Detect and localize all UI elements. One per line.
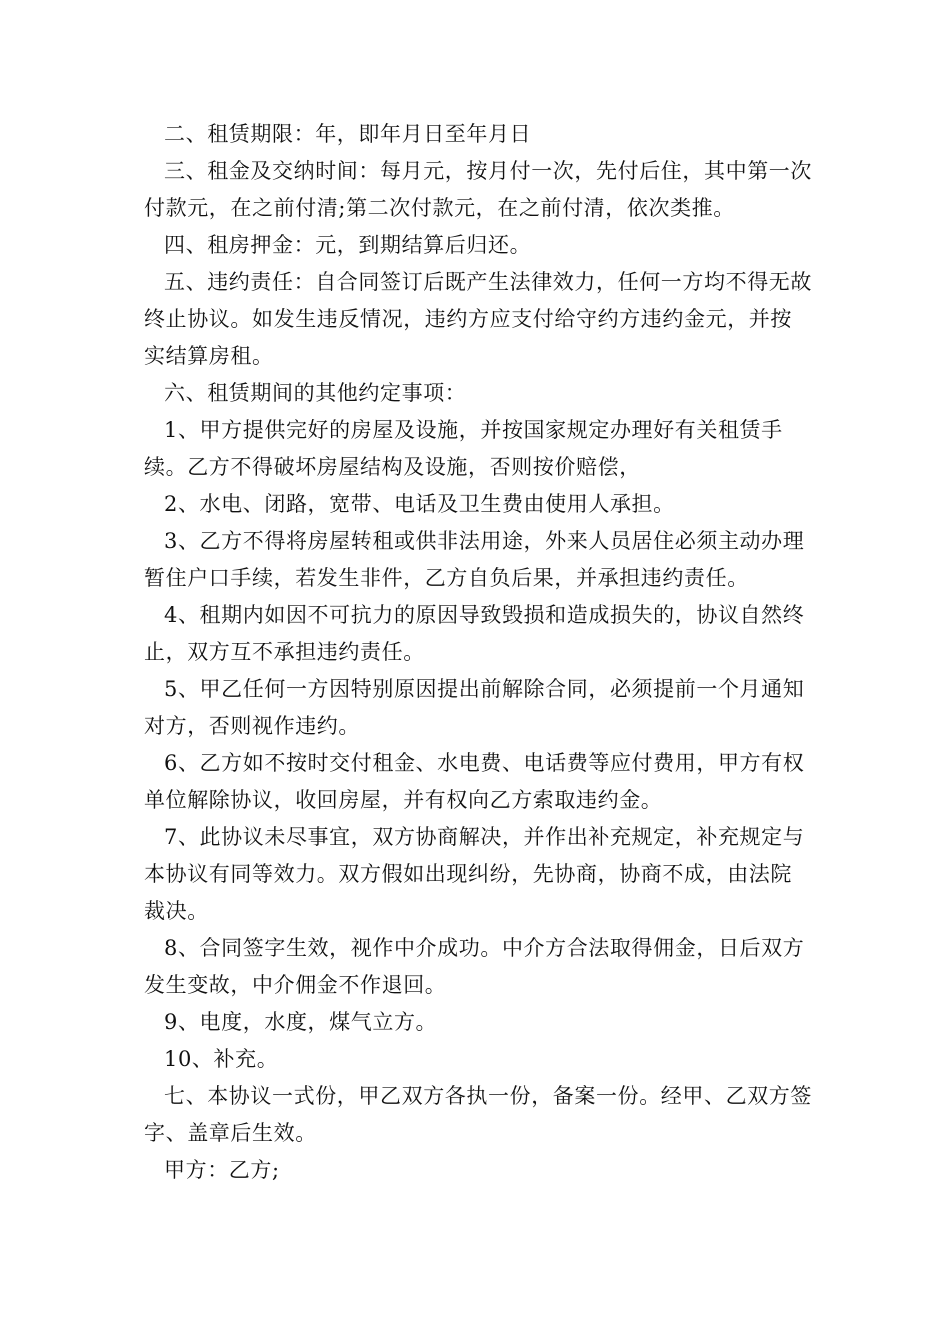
paragraph-lease-term: 二、租赁期限：年，即年月日至年月日 — [164, 122, 532, 146]
paragraph-item-9: 9、电度，水度，煤气立方。 — [164, 1010, 438, 1034]
paragraph-item-1: 1、甲方提供完好的房屋及设施，并按国家规定办理好有关租赁手续。乙方不得破坏房屋结构及设施，否则按价赔偿， — [144, 418, 783, 479]
paragraph-item-8: 8、合同签字生效，视作中介成功。中介方合法取得佣金，日后双方发生变故，中介佣金不作退回。 — [144, 936, 805, 997]
paragraph-item-6: 6、乙方如不按时交付租金、水电费、电话费等应付费用，甲方有权单位解除协议，收回房屋，并有权向乙方索取违约金。 — [144, 751, 805, 812]
paragraph-deposit: 四、租房押金：元，到期结算后归还。 — [164, 233, 532, 257]
document-body — [144, 116, 812, 1189]
paragraph-signatures: 甲方：乙方; — [164, 1158, 280, 1182]
paragraph-breach-liability: 五、违约责任：自合同签订后既产生法律效力，任何一方均不得无故终止协议。如发生违反情况，违约方应支付给守约方违约金元，并按实结算房租。 — [144, 270, 812, 368]
paragraph-item-7: 7、此协议未尽事宜，双方协商解决，并作出补充规定，补充规定与本协议有同等效力。双方假如出现纠纷，先协商，协商不成，由法院裁决。 — [144, 825, 805, 923]
paragraph-copies-effect: 七、本协议一式份，甲乙双方各执一份，备案一份。经甲、乙双方签字、盖章后生效。 — [144, 1084, 812, 1145]
paragraph-item-3: 3、乙方不得将房屋转租或供非法用途，外来人员居住必须主动办理暂住户口手续，若发生非件，乙方自负后果，并承担违约责任。 — [144, 529, 805, 590]
paragraph-other-terms-heading: 六、租赁期间的其他约定事项： — [164, 381, 467, 405]
paragraph-rent-payment: 三、租金及交纳时间：每月元，按月付一次，先付后住，其中第一次付款元，在之前付清;第二次付款元，在之前付清，依次类推。 — [144, 159, 812, 220]
paragraph-item-2: 2、水电、闭路，宽带、电话及卫生费由使用人承担。 — [164, 492, 675, 516]
paragraph-item-10: 10、补充。 — [164, 1047, 279, 1071]
paragraph-item-4: 4、租期内如因不可抗力的原因导致毁损和造成损失的，协议自然终止，双方互不承担违约责任。 — [144, 603, 805, 664]
paragraph-item-5: 5、甲乙任何一方因特别原因提出前解除合同，必须提前一个月通知对方，否则视作违约。 — [144, 677, 805, 738]
